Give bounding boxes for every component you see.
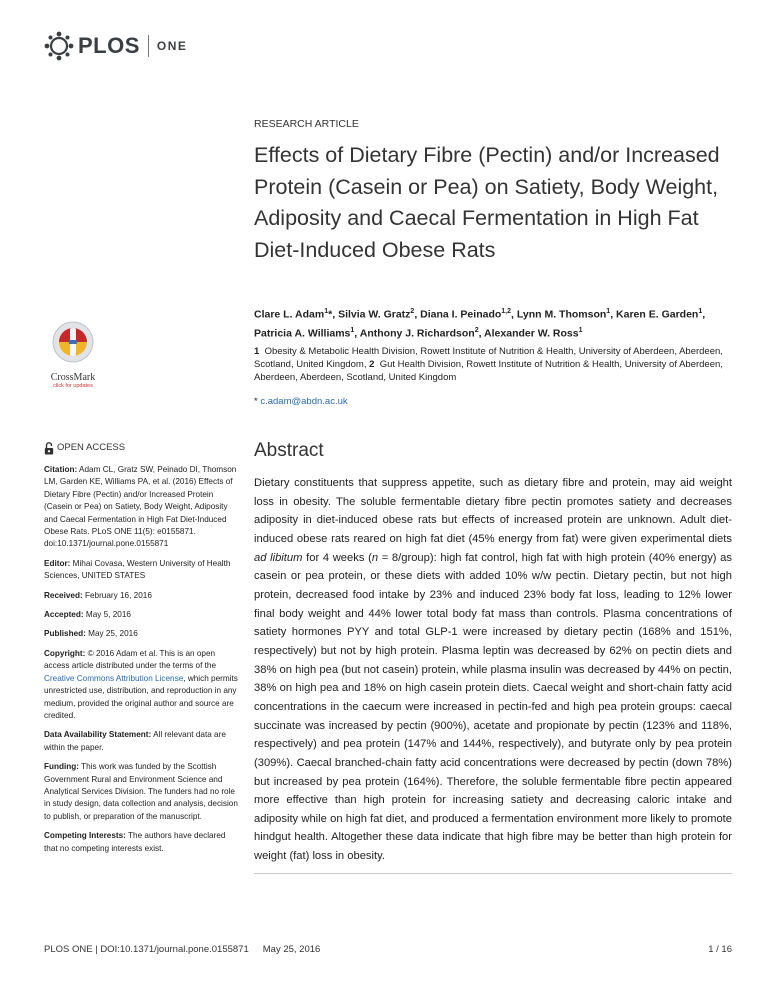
competing-interests (44, 830, 241, 855)
author-name[interactable]: Clare L. Adam (254, 308, 325, 321)
affiliation-number: 2 (369, 359, 375, 370)
footer-doi: PLOS ONE | DOI:10.1371/journal.pone.0155871 (44, 944, 249, 955)
funding (44, 761, 241, 823)
received-date: February 16, 2016 (84, 590, 152, 600)
received (44, 590, 241, 602)
copyright-label: Copyright: (44, 648, 86, 658)
published-date: May 25, 2016 (88, 629, 138, 639)
competing-interests-text: The authors have declared that no competing interests exist. (44, 831, 226, 853)
author-name[interactable]: Alexander W. Ross (484, 327, 579, 340)
citation-text: Adam CL, Gratz SW, Peinado DI, Thomson LM, Garden KE, Williams PA, et al. (2016) Effects of Dietary Fibre (Pectin) and/or Increased Protein (Casein or Pea) on Satiety, Body Weight, Adiposity and Caecal Fermentation in High Fat Diet-Induced Obese Rats. PLoS ONE 11(5): e0155871. doi:10.1371/journal.pone.0155871 (44, 465, 237, 549)
citation (44, 464, 241, 551)
author-affiliation: 1,2 (501, 308, 512, 315)
author-affiliation: 1 (606, 308, 611, 315)
copyright-text: © 2016 Adam et al. This is an open access article distributed under the terms of the (44, 648, 217, 671)
footer-date: May 25, 2016 (262, 944, 321, 955)
competing-interests-label: Competing Interests: (44, 831, 126, 841)
author-affiliation: 1 (698, 308, 703, 315)
open-access-badge (44, 441, 241, 455)
author-name[interactable]: Diana I. Peinado (420, 308, 502, 321)
corresponding-mark: * (254, 396, 258, 407)
abstract-italic: ad libitum (254, 551, 303, 564)
logo-brand: PLOS (78, 33, 140, 58)
abstract-text (254, 474, 732, 866)
abstract-part: = 8/group): high fat control, high fat with high protein (40% energy) as casein or pea protein, or these diets with added 10% w/w pectin. Dietary pectin, but not high protein, decreased food intake by 23% and induced 23% body fat loss, leading to 12% lower final body weight and 44% lower total body fat mass than controls. Plasma concentrations of satiety hormones PYY and total GLP-1 were increased by dietary pectin (168% and 151%, respectively) but not by high protein. Plasma leptin was decreased by 62% on pectin diets and 38% on high pea (but not casein) protein, while plasma insulin was decreased by 44% on pectin, 38% on high pea and 18% on high casein protein diets. Caecal weight and short-chain fatty acid concentrations in the caecum were increased in pectin-fed and high pea protein groups: caecal succinate was increased by pectin (900%), acetate and propionate by pectin (123% and 118%, respectively) and pea protein (147% and 144%, respectively), and butyrate only by pea protein (309%). Caecal branched-chain fatty acid concentrations were decreased by pectin (down 78%) but increased by pea protein (164%). Therefore, the soluble fermentable fibre pectin appeared more effective than high protein for increasing satiety and decreasing caloric intake and adiposity while on high fat diet, and produced a fermentation environment more likely to promote hindgut health. Altogether these data indicate that high fibre may be better than high protein for weight (fat) loss in obesity. (254, 551, 732, 863)
author-name[interactable]: Patricia A. Williams (254, 327, 351, 340)
editor-text: Mihai Covasa, Western University of Health Sciences, UNITED STATES (44, 558, 231, 581)
funding-label: Funding: (44, 762, 80, 772)
author-affiliation: 2 (410, 308, 415, 315)
crossmark-sublabel: click for updates (53, 383, 93, 389)
accepted-date: May 5, 2016 (85, 610, 131, 620)
abstract-part: Dietary constituents that suppress appetite, such as dietary fibre and protein, may aid weight loss in obesity. The soluble fermentable dietary fibre pectin promotes satiety and decreases adiposity in diet-induced obese rats but effects of increased protein are unknown. Adult diet-induced obese rats reared on high fat diet (45% energy from fat) were given experimental diets (254, 477, 732, 545)
correspondence (254, 396, 348, 407)
crossmark-badge[interactable] (42, 320, 104, 389)
author-name[interactable]: Karen E. Garden (616, 308, 699, 321)
published-label: Published: (44, 629, 86, 639)
author-name[interactable]: Anthony J. Richardson (359, 327, 475, 340)
logo-brand-sub: ONE (156, 39, 188, 53)
author-affiliation: 1 (350, 327, 355, 334)
affiliation-1: Obesity & Metabolic Health Division, Rowett Institute of Nutrition & Health, University of Aberdeen, Aberdeen, Scotland, United Kingdom, (254, 346, 723, 370)
author-name[interactable]: Silvia W. Gratz (338, 308, 411, 321)
citation-label: Citation: (44, 465, 78, 474)
editor (44, 558, 241, 583)
editor-label: Editor: (44, 558, 71, 568)
author-affiliation: 1 (324, 308, 329, 315)
article-type: RESEARCH ARTICLE (254, 118, 359, 130)
author-affiliation: 1 (578, 327, 583, 334)
page-number: 1 / 16 (708, 944, 732, 955)
author-list: Clare L. Adam$^1$*, Silvia W. Gratz$^2$, Diana I. Peinado$^{1,2}$, Lynn M. Thomson$^1$, Karen E. Garden$^1$, Patricia A. Williams$^1$, Anthony J. Richardson$^2$, Alexander W. Ross$^1$ (254, 308, 706, 340)
affiliation-number: 1 (254, 346, 260, 357)
journal-logo[interactable] (44, 31, 187, 61)
published (44, 628, 241, 640)
copyright (44, 648, 241, 722)
abstract-italic: n (371, 551, 379, 564)
abstract-divider (254, 873, 732, 874)
copyright-text-end: , which permits unrestricted use, distribution, and reproduction in any medium, provided the original author and source are credited. (44, 673, 238, 720)
abstract-part: for 4 weeks ( (306, 551, 372, 564)
corresponding-email-link[interactable]: c.adam@abdn.ac.uk (260, 396, 348, 407)
author-name[interactable]: Lynn M. Thomson (516, 308, 607, 321)
logo-divider (148, 35, 149, 57)
accepted (44, 609, 241, 621)
author-affiliation: 2 (474, 327, 479, 334)
open-access-label: OPEN ACCESS (57, 441, 126, 453)
article-info-sidebar (44, 441, 241, 862)
received-label: Received: (44, 590, 83, 600)
crossmark-icon (51, 320, 95, 366)
data-availability-text: All relevant data are within the paper. (44, 730, 226, 752)
abstract-heading: Abstract (254, 440, 324, 461)
funding-text: This work was funded by the Scottish Government Rural and Environment Science and Analytical Services Division. The funders had no role in study design, data collection and analysis, decision to publish, or preparation of the manuscript. (44, 762, 238, 821)
corresponding-mark: * (328, 308, 333, 321)
crossmark-label: CrossMark (50, 372, 96, 383)
open-lock-icon (44, 442, 54, 455)
accepted-label: Accepted: (44, 610, 84, 620)
article-title: Effects of Dietary Fibre (Pectin) and/or Increased Protein (Casein or Pea) on Satiety, Body Weight, Adiposity and Caecal Fermentation in High Fat Diet-Induced Obese Rats (254, 143, 720, 262)
plos-logo-icon (44, 31, 74, 61)
data-availability-label: Data Availability Statement: (44, 730, 152, 740)
license-link[interactable]: Creative Commons Attribution License (44, 673, 184, 683)
data-availability (44, 729, 241, 754)
affiliation-2: Gut Health Division, Rowett Institute of Nutrition & Health, University of Aberdeen, Aberdeen, Aberdeen, Scotland, United Kingdom (254, 359, 723, 383)
affiliations (254, 345, 732, 384)
